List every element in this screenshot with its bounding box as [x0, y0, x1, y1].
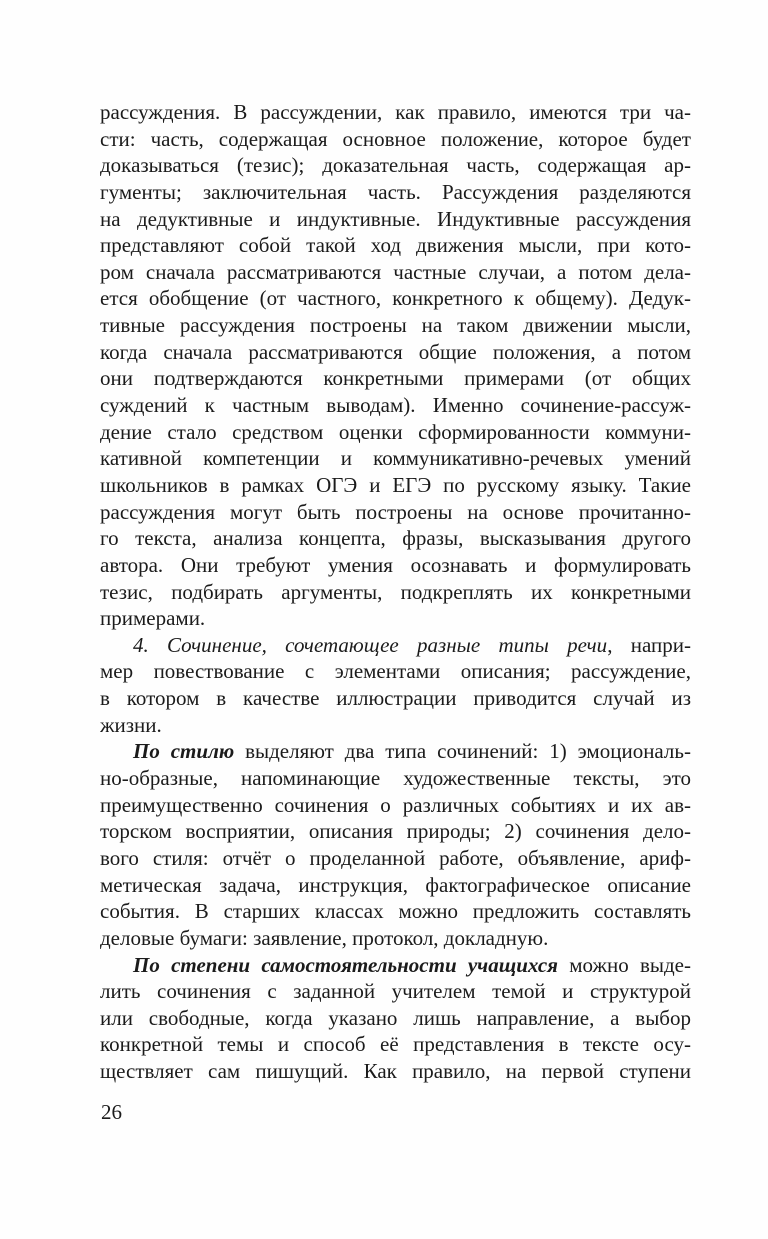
- text-line: [100, 285, 691, 312]
- text-line: [100, 605, 691, 632]
- text-line: [100, 312, 691, 339]
- text-line: [100, 872, 691, 899]
- text-segment: , напри-: [607, 632, 691, 657]
- text-line: [100, 952, 691, 979]
- text-line: [100, 978, 691, 1005]
- text-segment: гументы; заключительная часть. Рассуждения разделяются: [100, 179, 691, 204]
- text-line: [100, 818, 691, 845]
- text-segment: школьников в рамках ОГЭ и ЕГЭ по русскому языку. Такие: [100, 472, 691, 497]
- text-line: [100, 765, 691, 792]
- text-line: [100, 445, 691, 472]
- text-line: [100, 925, 691, 952]
- text-segment: По степени самостоятельности учащихся: [133, 952, 558, 977]
- text-line: [100, 552, 691, 579]
- text-segment: автора. Они требуют умения осознавать и формулировать: [100, 552, 691, 577]
- text-segment: доказываться (тезис); доказательная часть, содержащая ар-: [100, 153, 691, 178]
- text-segment: го текста, анализа концепта, фразы, высказывания другого: [100, 526, 691, 551]
- text-segment: ром сначала рассматриваются частные случаи, а потом дела-: [100, 259, 691, 284]
- text-block: [100, 99, 691, 1085]
- text-line: [100, 1058, 691, 1085]
- text-line: [100, 738, 691, 765]
- text-segment: лить сочинения с заданной учителем темой и структурой: [100, 979, 691, 1004]
- text-segment: они подтверждаются конкретными примерами (от общих: [100, 366, 691, 391]
- text-segment: представляют собой такой ход движения мысли, при кото-: [100, 233, 691, 258]
- text-line: [100, 792, 691, 819]
- text-segment: конкретной темы и способ её представления в тексте осу-: [100, 1032, 691, 1057]
- text-segment: в котором в качестве иллюстрации приводится случай из: [100, 686, 691, 711]
- text-line: [100, 392, 691, 419]
- text-segment: рассуждения могут быть построены на основе прочитанно-: [100, 499, 691, 524]
- text-line: [100, 472, 691, 499]
- text-line: [100, 499, 691, 526]
- text-line: [100, 232, 691, 259]
- text-segment: рассуждения. В рассуждении, как правило, имеются три ча-: [100, 100, 691, 124]
- text-line: [100, 712, 691, 739]
- text-line: [100, 845, 691, 872]
- text-segment: примерами.: [100, 606, 206, 631]
- text-segment: но-образные, напоминающие художественные тексты, это: [100, 766, 691, 791]
- text-segment: выделяют два типа сочинений: 1) эмоциональ-: [234, 739, 691, 764]
- text-segment: суждений к частным выводам). Именно сочинение-рассуж-: [100, 393, 691, 418]
- text-line: [100, 632, 691, 659]
- text-segment: события. В старших классах можно предложить составлять: [100, 899, 691, 924]
- text-segment: кативной компетенции и коммуникативно-речевых умений: [100, 446, 691, 471]
- page-number: 26: [101, 1100, 122, 1124]
- text-segment: жизни.: [100, 712, 162, 737]
- text-segment: когда сначала рассматриваются общие положения, а потом: [100, 339, 691, 364]
- text-line: [100, 685, 691, 712]
- text-segment: можно выде-: [558, 952, 691, 977]
- text-line: [100, 179, 691, 206]
- text-line: [100, 259, 691, 286]
- text-segment: метическая задача, инструкция, фактографическое описание: [100, 872, 691, 897]
- text-segment: деловые бумаги: заявление, протокол, докладную.: [100, 925, 549, 950]
- text-line: [100, 579, 691, 606]
- text-segment: на дедуктивные и индуктивные. Индуктивные рассуждения: [100, 206, 691, 231]
- text-segment: тивные рассуждения построены на таком движении мысли,: [100, 313, 691, 338]
- text-segment: мер повествование с элементами описания; рассуждение,: [100, 659, 691, 684]
- text-segment: дение стало средством оценки сформированности коммуни-: [100, 419, 691, 444]
- text-line: [100, 419, 691, 446]
- text-line: [100, 99, 691, 126]
- text-segment: торском восприятии, описания природы; 2) сочинения дело-: [100, 819, 691, 844]
- text-line: [100, 658, 691, 685]
- text-segment: тезис, подбирать аргументы, подкреплять их конкретными: [100, 579, 691, 604]
- text-line: [100, 126, 691, 153]
- text-line: [100, 898, 691, 925]
- text-line: [100, 1005, 691, 1032]
- text-segment: преимущественно сочинения о различных событиях и их ав-: [100, 792, 691, 817]
- text-segment: ется обобщение (от частного, конкретного к общему). Дедук-: [100, 286, 691, 311]
- text-segment: вого стиля: отчёт о проделанной работе, объявление, ариф-: [100, 845, 691, 870]
- text-line: [100, 206, 691, 233]
- text-line: [100, 365, 691, 392]
- text-segment: По стилю: [133, 739, 235, 764]
- text-segment: 4. Сочинение, сочетающее разные типы речи: [133, 632, 608, 657]
- text-line: [100, 525, 691, 552]
- text-line: [100, 339, 691, 366]
- text-line: [100, 1031, 691, 1058]
- text-line: [100, 152, 691, 179]
- text-segment: сти: часть, содержащая основное положение, которое будет: [100, 126, 691, 151]
- text-segment: или свободные, когда указано лишь направление, а выбор: [100, 1005, 691, 1030]
- text-segment: ществляет сам пишущий. Как правило, на первой ступени: [100, 1059, 691, 1084]
